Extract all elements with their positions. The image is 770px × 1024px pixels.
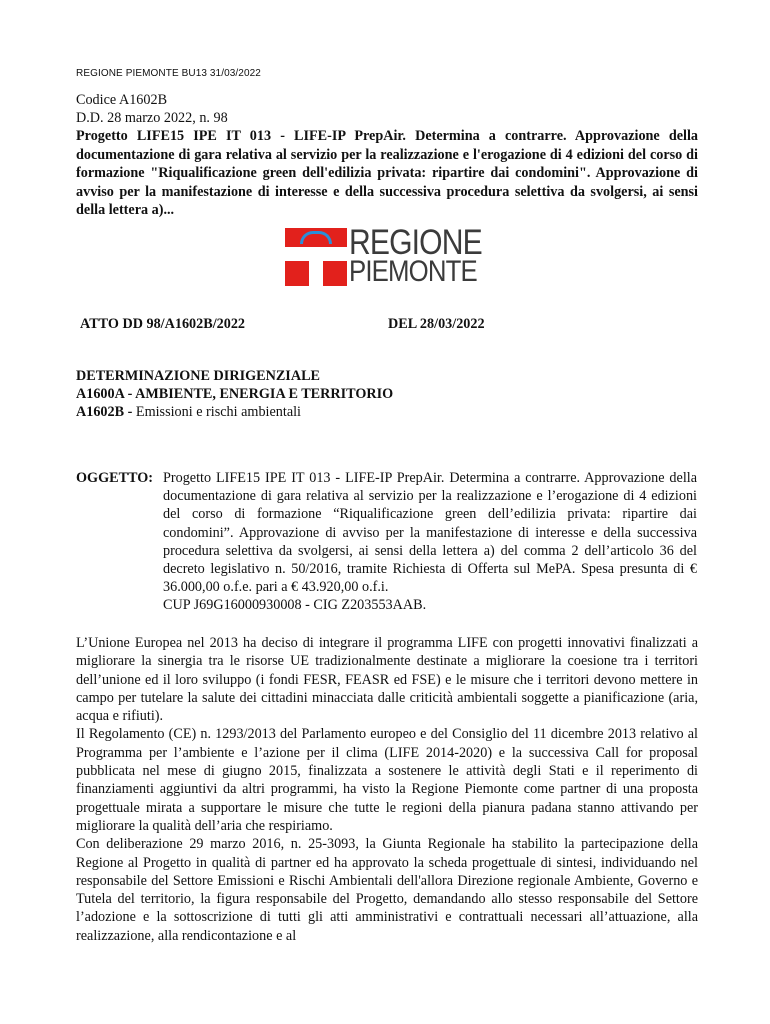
oggetto-description: Progetto LIFE15 IPE IT 013 - LIFE-IP PrepAir. Determina a contrarre. Approvazione della documentazione di gara relativa al servizio per la realizzazione e l’erogazione di 4 edizioni del corso di formazione “Riqualificazione green dell’edilizia privata: ripartire dai condomini”. Approvazione di avviso per la manifestazione di interesse e della successiva procedura selettiva da svolgersi, ai sensi della lettera a) del comma 2 dell’articolo 36 del decreto legislativo n. 50/2016, tramite Richiesta di Offerta sul MePA. Spesa presunta di € 36.000,00 o.f.e. pari a € 43.920,00 o.f.i. [163, 470, 697, 596]
regione-piemonte-logo [285, 223, 495, 288]
body-paragraph-1: L’Unione Europea nel 2013 ha deciso di integrare il programma LIFE con progetti innovativi finalizzati a migliorare la sinergia tra le risorse UE tradizionalmente destinate a migliorare la coesione tra i territori dell’unione ed il loro sviluppo (i fondi FESR, FEASR ed FSE) e le misure che i territori devono mettere in campo per tutelare la salute dei cittadini minacciata dalle criticità ambientali soggette a pianificazione (aria, acqua e rifiuti). [76, 635, 698, 725]
bulletin-header: REGIONE PIEMONTE BU13 31/03/2022 [76, 68, 261, 79]
department-name: Emissioni e rischi ambientali [135, 404, 302, 420]
determinazione-heading: DETERMINAZIONE DIRIGENZIALE [76, 368, 320, 384]
atto-number: ATTO DD 98/A1602B/2022 [80, 316, 246, 332]
oggetto-text [163, 469, 697, 615]
body-paragraph-2: Il Regolamento (CE) n. 1293/2013 del Parlamento europeo e del Consiglio del 11 dicembre 2013 relativo al Programma per l’ambiente e l’azione per il clima (LIFE 2014-2020) e la successiva Call for proposal pubblicata nel mese di giugno 2015, finalizzata a sostenere le attività degli Stati e il reperimento di finanziamenti aggiuntivi da altri programmi, ha visto la Regione Piemonte come partner di una proposta progettuale mirata a supportare le misure che tutte le regioni della pianura padana stanno attivando per migliorare la qualità dell’aria che respiriamo. [76, 726, 698, 834]
logo-word-regione: REGIONE [349, 223, 482, 262]
logo-word-piemonte: PIEMONTE [349, 255, 477, 288]
document-dd-reference: D.D. 28 marzo 2022, n. 98 [76, 110, 228, 126]
oggetto-label: OGGETTO: [76, 470, 153, 486]
document-code: Codice A1602B [76, 92, 168, 108]
body-paragraph-3: Con deliberazione 29 marzo 2016, n. 25-3093, la Giunta Regionale ha stabilito la partecipazione della Regione al Progetto in qualità di partner ed ha approvato la scheda progettuale di sintesi, individuando nel responsabile del Settore Emissioni e Rischi Ambientali dell'allora Direzione regionale Ambiente, Governo e Tutela del territorio, la figura responsabile del Progetto, demandando allo stesso responsabile del Settore l’adozione e la sottoscrizione di tutti gli atti amministrativi e contrattuali necessari all’attuazione, alla realizzazione, alla rendicontazione e al [76, 836, 698, 944]
department-code: A1602B - [76, 404, 136, 420]
atto-date: DEL 28/03/2022 [388, 316, 485, 332]
document-body [76, 634, 698, 945]
department-line-2 [76, 403, 301, 421]
document-title: Progetto LIFE15 IPE IT 013 - LIFE-IP PrepAir. Determina a contrarre. Approvazione della documentazione di gara relativa al servizio per la realizzazione e l'erogazione di 4 edizioni del corso di formazione "Riqualificazione green dell'edilizia privata: ripartire dai condomini". Approvazione di avviso per la manifestazione di interesse e della successiva procedura selettiva da svolgersi, ai sensi della lettera a)... [76, 128, 698, 218]
department-line-1: A1600A - AMBIENTE, ENERGIA E TERRITORIO [76, 386, 394, 402]
regione-emblem-icon [285, 228, 347, 286]
oggetto-cup-cig: CUP J69G16000930008 - CIG Z203553AAB. [163, 597, 427, 614]
